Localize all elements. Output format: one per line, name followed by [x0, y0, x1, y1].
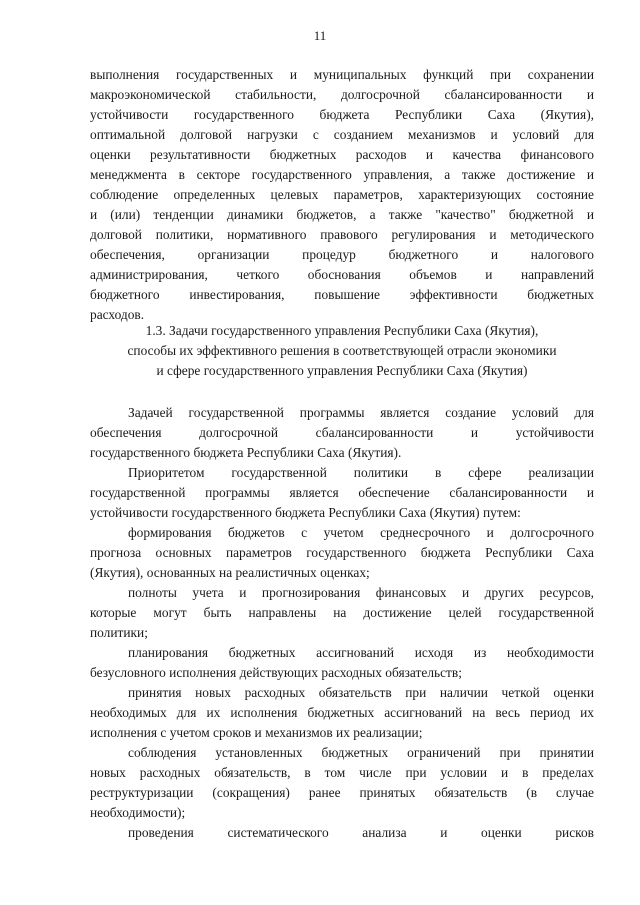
text-line: макроэкономической стабильности, долгосрочной сбалансированности и: [90, 87, 594, 102]
heading-line: и сфере государственного управления Республики Саха (Якутия): [156, 363, 528, 378]
text-line: соблюдения установленных бюджетных ограничений при принятии: [128, 745, 594, 760]
heading-line: способы их эффективного решения в соответствующей отрасли экономики: [127, 343, 557, 358]
intro-paragraph: [90, 65, 594, 325]
text-line: устойчивости государственного бюджета Республики Саха (Якутия),: [90, 107, 594, 122]
text-line: проведения систематического анализа и оценки рисков: [128, 825, 594, 840]
section-heading: [90, 321, 594, 381]
text-line: и (или) тенденции динамики бюджетов, а также "качество" бюджетной и: [90, 207, 594, 222]
text-line: соблюдение определенных целевых параметров, характеризующих состояние: [90, 187, 594, 202]
text-line: оптимальной долговой нагрузки с созданием механизмов и условий для: [90, 127, 594, 142]
heading-line: 1.3. Задачи государственного управления Республики Саха (Якутия),: [145, 323, 539, 338]
text-line: которые могут быть направлены на достижение целей государственной: [90, 605, 594, 620]
text-line: безусловного исполнения действующих расходных обязательств;: [90, 665, 462, 680]
text-line: необходимости);: [90, 805, 186, 820]
text-line: формирования бюджетов с учетом среднесрочного и долгосрочного: [128, 525, 594, 540]
text-line: (Якутия), основанных на реалистичных оценках;: [90, 565, 370, 580]
text-line: бюджетного инвестирования, повышение эффективности бюджетных: [90, 287, 594, 302]
text-line: принятия новых расходных обязательств при наличии четкой оценки: [128, 685, 594, 700]
text-line: реструктуризации (сокращения) ранее принятых обязательств (в случае: [90, 785, 594, 800]
text-line: исполнения с учетом сроков и механизмов их реализации;: [90, 725, 423, 740]
text-line: менеджмента в секторе государственного управления, а также достижение и: [90, 167, 594, 182]
text-line: прогноза основных параметров государственного бюджета Республики Саха: [90, 545, 594, 560]
text-line: администрирования, четкого обоснования объемов и направлений: [90, 267, 594, 282]
text-line: обеспечения долгосрочной сбалансированности и устойчивости: [90, 425, 594, 440]
text-line: выполнения государственных и муниципальных функций при сохранении: [90, 67, 594, 82]
text-line: оценки результативности бюджетных расходов и качества финансового: [90, 147, 594, 162]
text-line: полноты учета и прогнозирования финансовых и других ресурсов,: [128, 585, 594, 600]
text-line: планирования бюджетных ассигнований исходя из необходимости: [128, 645, 594, 660]
text-line: политики;: [90, 625, 148, 640]
text-line: расходов.: [90, 307, 145, 322]
text-line: новых расходных обязательств, в том числе при условии и в пределах: [90, 765, 594, 780]
text-line: государственной программы является обеспечение сбалансированности и: [90, 485, 594, 500]
text-line: государственного бюджета Республики Саха (Якутия).: [90, 445, 402, 460]
text-line: необходимых для их исполнения бюджетных ассигнований на весь период их: [90, 705, 594, 720]
page-number: 11: [313, 28, 327, 43]
text-line: устойчивости государственного бюджета Республики Саха (Якутия) путем:: [90, 505, 521, 520]
text-line: Приоритетом государственной политики в сфере реализации: [128, 465, 594, 480]
text-line: Задачей государственной программы является создание условий для: [128, 405, 594, 420]
text-line: обеспечения, организации процедур бюджетного и налогового: [90, 247, 594, 262]
text-line: долговой политики, нормативного правового регулирования и методического: [90, 227, 594, 242]
body-text: [90, 403, 594, 843]
